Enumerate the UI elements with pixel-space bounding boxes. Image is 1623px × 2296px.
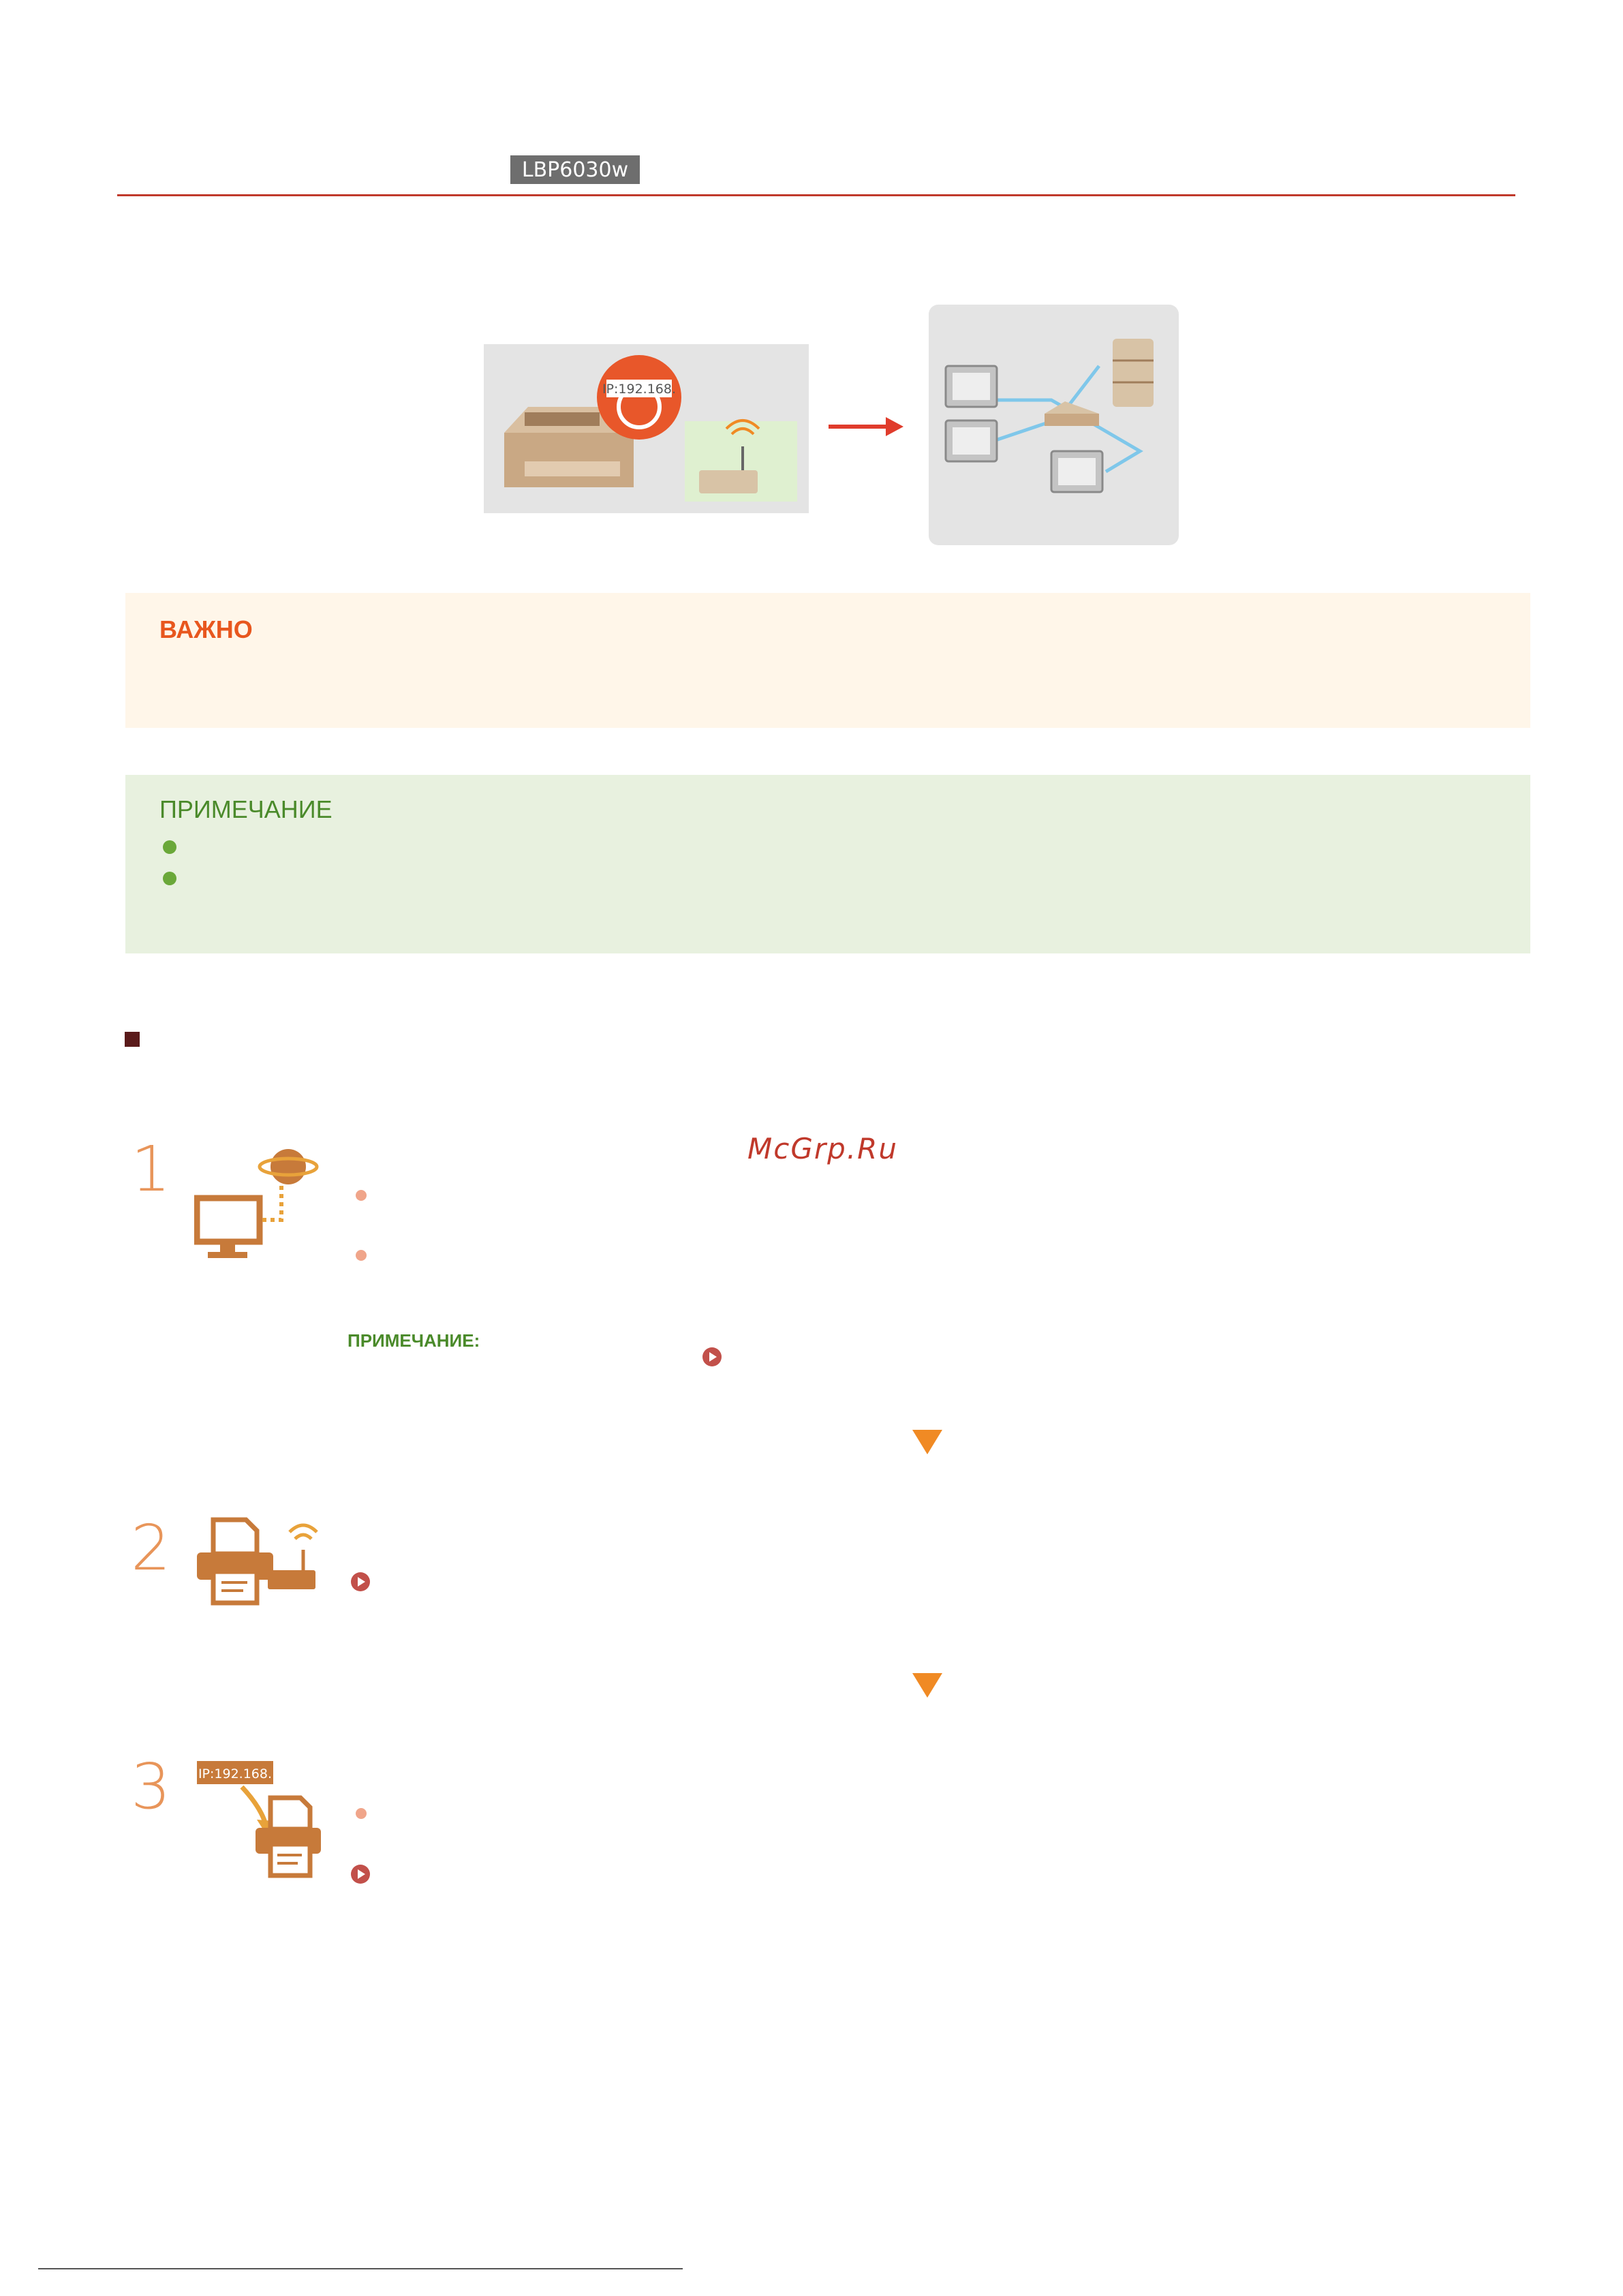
- step-bullet: [356, 1190, 367, 1201]
- ip-label: IP:192.168.: [602, 382, 677, 397]
- important-title: ВАЖНО: [159, 615, 253, 643]
- network-illustration: [929, 305, 1179, 545]
- note-box: [125, 775, 1530, 953]
- model-badge: LBP6030w: [510, 155, 640, 184]
- step-note-label: ПРИМЕЧАНИЕ:: [347, 1330, 480, 1351]
- router-icon: [699, 470, 758, 493]
- computer-network-icon: [194, 1145, 320, 1264]
- step-bullet: [356, 1250, 367, 1261]
- globe-icon: [270, 1149, 306, 1184]
- ip-printer-icon: [194, 1758, 324, 1881]
- printer-illustration: [484, 344, 811, 515]
- svg-text:IP:192.168.: IP:192.168.: [198, 1766, 273, 1781]
- flow-arrow-icon: [826, 413, 908, 440]
- note-bullet: [163, 840, 176, 854]
- header-divider: [117, 194, 1515, 196]
- step-number: 3: [131, 1750, 171, 1823]
- note-title: ПРИМЕЧАНИЕ: [159, 795, 333, 823]
- link-arrow-icon[interactable]: [351, 1572, 370, 1591]
- down-arrow-icon: [912, 1673, 942, 1698]
- footer-divider: [38, 2268, 683, 2269]
- down-arrow-icon: [912, 1430, 942, 1454]
- link-arrow-icon[interactable]: [702, 1347, 722, 1366]
- important-box: [125, 593, 1530, 728]
- server-icon: [1113, 339, 1154, 407]
- link-arrow-icon[interactable]: [351, 1865, 370, 1884]
- printer-front: [504, 433, 634, 487]
- watermark: McGrp.Ru: [747, 1132, 898, 1165]
- note-bullet: [163, 872, 176, 885]
- printer-router-icon: [194, 1513, 320, 1608]
- router-icon: [268, 1570, 315, 1589]
- step-number: 2: [131, 1512, 171, 1585]
- step-number: 1: [131, 1133, 171, 1206]
- section-marker: [125, 1032, 140, 1047]
- step-bullet: [356, 1808, 367, 1819]
